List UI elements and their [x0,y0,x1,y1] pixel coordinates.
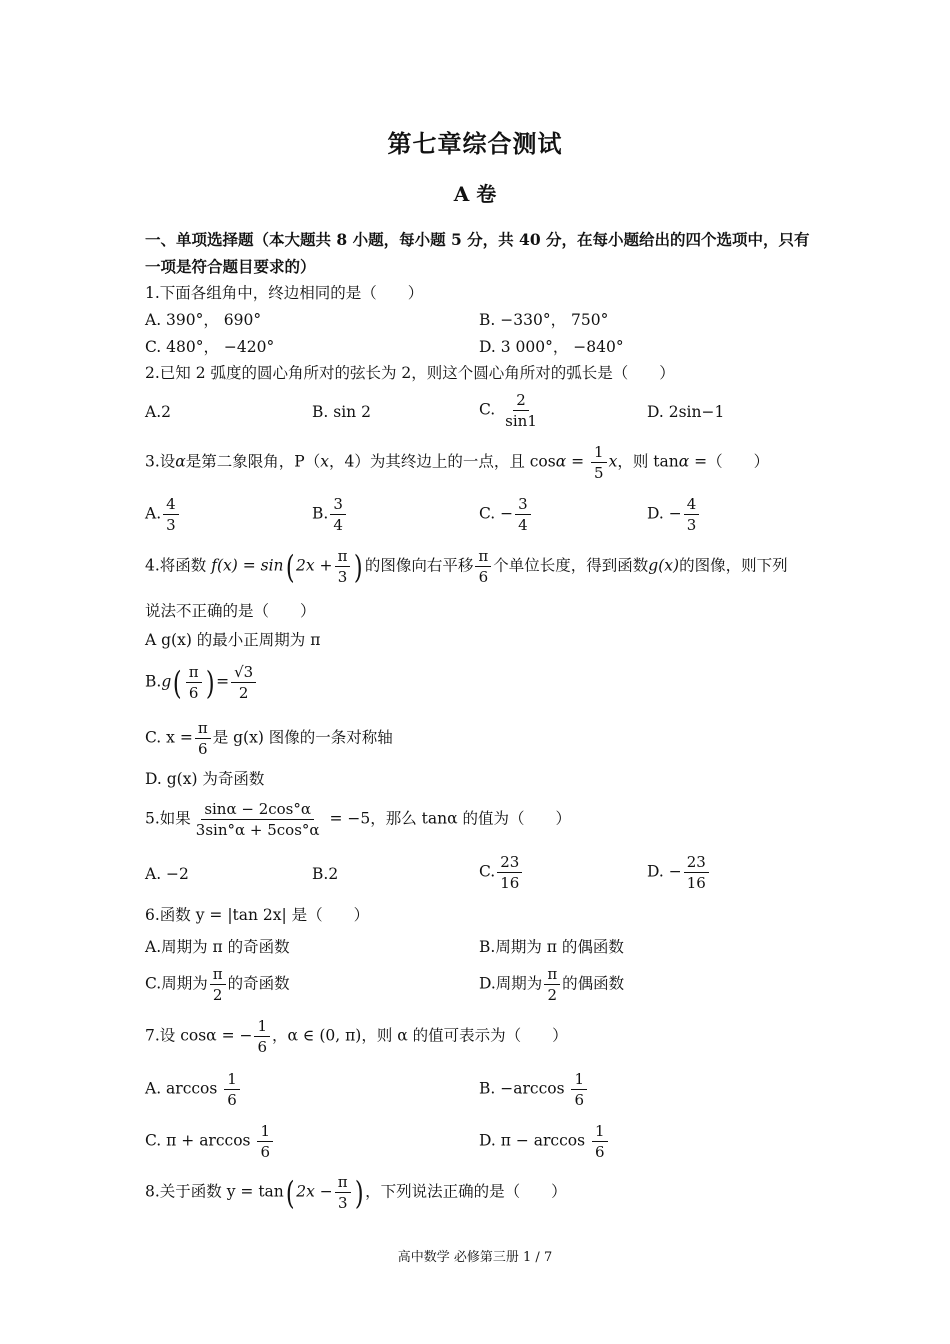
fraction-numerator: 1 [571,1069,587,1090]
option-fraction [195,718,211,759]
fraction-numerator: 23 [497,852,522,873]
q3-option-a [145,494,181,535]
option-fraction [330,494,346,535]
math-expression: 2x − [296,1182,333,1201]
stem-text: ，4）为其终边上的一点，且 cos [328,452,556,471]
stem-text: 7.设 cosα = − [145,1026,253,1045]
fraction-numerator: 2 [513,390,529,411]
paren-open: ( [285,547,295,586]
fraction-numerator: 3 [330,494,346,515]
stem-text: 3.设 [145,452,176,471]
q4-option-a: A g(x) 的最小正周期为 π [145,631,321,649]
q6-option-d [479,964,624,1005]
option-fraction [224,1069,240,1110]
fraction-numerator: 1 [224,1069,240,1090]
fraction-numerator: 1 [592,1121,608,1142]
fraction-numerator: 1 [591,442,607,463]
fraction-denominator: sin1 [505,412,537,430]
stem-fraction [475,546,491,587]
fraction-denominator: 3 [686,516,697,534]
math-function: f(x) = sin [211,556,284,575]
fraction-numerator: 4 [163,494,179,515]
q7-option-b [479,1069,589,1110]
q3-option-c [479,494,533,535]
stem-text: ，α ∈ (0, π)，则 α 的值可表示为（ ） [272,1026,568,1045]
option-fraction [571,1069,587,1110]
stem-fraction [193,799,323,840]
fraction-numerator: π [186,662,202,683]
stem-fraction [335,546,351,587]
option-label: A. [145,504,162,523]
q3-option-b [312,494,348,535]
q6-option-b: B.周期为 π 的偶函数 [479,938,624,956]
fraction-numerator: 3 [515,494,531,515]
fraction-denominator: 16 [500,874,520,892]
q6-option-c [145,964,290,1005]
option-fraction [231,662,256,703]
stem-text: 是第二象限角，P（ [185,452,321,471]
stem-text: = [566,452,590,471]
option-label: D. − [647,862,682,881]
option-text: 的偶函数 [562,974,625,993]
stem-fraction [335,1172,351,1213]
fraction-numerator: π [544,964,560,985]
stem-fraction [254,1016,270,1057]
fraction-denominator: 2 [547,986,558,1004]
stem-text: ，则 tan [617,452,679,471]
question-1-stem: 1.下面各组角中，终边相同的是（ ） [145,284,424,302]
question-6-stem: 6.函数 y = |tan 2x| 是（ ） [145,906,370,924]
stem-text: 4.将函数 [145,556,207,575]
fraction-denominator: 6 [260,1143,270,1161]
question-3-stem [145,442,769,483]
q5-option-b: B.2 [312,865,339,883]
option-label: B. [145,672,162,691]
equals-sign: = [216,672,230,691]
math-alpha: α [175,452,186,471]
fraction-numerator: 1 [254,1016,270,1037]
option-text: 是 g(x) 图像的一条对称轴 [212,728,393,747]
option-label: C. π + arccos [145,1131,251,1150]
fraction-numerator: √3 [231,662,256,683]
q6-option-a: A.周期为 π 的奇函数 [145,938,290,956]
math-function: g [161,672,172,691]
paren-open: ( [285,1173,295,1212]
fraction-denominator: 2 [238,684,249,702]
q7-option-a [145,1069,242,1110]
q1-option-c: C. 480°， −420° [145,338,275,356]
question-5-stem [145,799,571,840]
q5-option-d [647,852,711,893]
option-label: D. π − arccos [479,1131,586,1150]
stem-text: 的图像向右平移 [364,556,474,575]
option-fraction [592,1121,608,1162]
paren-close: ) [354,547,364,586]
option-label: C. [479,862,496,881]
q1-option-b: B. −330°， 750° [479,311,609,329]
fraction-denominator: 6 [257,1038,268,1056]
fraction-denominator: 3 [337,1194,348,1212]
fraction-denominator: 5 [594,464,604,482]
fraction-denominator: 6 [188,684,199,702]
fraction-denominator: 4 [333,516,343,534]
paren-close: ) [354,1173,364,1212]
question-4-stem-line2: 说法不正确的是（ ） [145,602,316,620]
q7-option-c [145,1121,275,1162]
paren-open: ( [173,663,182,702]
option-label: D.周期为 [479,974,543,993]
fraction-denominator: 6 [227,1091,237,1109]
option-fraction [515,494,531,535]
option-fraction [497,852,522,893]
q5-option-c [479,852,524,893]
page-footer: 高中数学 必修第三册 1 / 7 [397,1250,553,1265]
paren-close: ) [205,663,215,702]
math-x: x [320,452,329,471]
option-label: A. arccos [145,1079,218,1098]
q1-option-d: D. 3 000°， −840° [479,338,624,356]
page-subtitle: A 卷 [453,182,497,206]
stem-text: 的图像，则下列 [679,556,788,575]
q3-stem-fraction [591,442,607,483]
fraction-numerator: sinα − 2cos°α [201,799,314,820]
fraction-denominator: 6 [574,1091,585,1109]
question-7-stem [145,1016,568,1057]
fraction-numerator: π [335,546,351,567]
option-label: D. − [647,504,682,523]
option-fraction [257,1121,273,1162]
fraction-denominator: 6 [478,568,489,586]
fraction-denominator: 2 [212,986,223,1004]
fraction-denominator: 16 [686,874,706,892]
fraction-numerator: π [475,546,491,567]
stem-text: = −5，那么 tanα 的值为（ ） [324,809,572,828]
q2-option-a: A.2 [145,403,171,421]
stem-text: 5.如果 [145,809,191,828]
fraction-denominator: 3 [337,568,348,586]
q2-option-c-fraction [502,390,540,431]
math-function: g(x) [648,556,680,575]
stem-text: ，下列说法正确的是（ ） [365,1182,567,1201]
option-fraction [210,964,226,1005]
option-fraction [684,852,709,893]
option-label: C. x = [145,728,193,747]
q2-option-c [479,390,542,431]
stem-text: 个单位长度，得到函数 [493,556,649,575]
fraction-numerator: 1 [257,1121,273,1142]
section-heading: 一、单项选择题（本大题共 8 小题，每小题 5 分，共 40 分，在每小题给出的四个选项中，只有一项是符合题目要求的） [145,230,810,276]
q2-option-b: B. sin 2 [312,403,371,421]
option-label: C.周期为 [145,974,208,993]
fraction-numerator: 4 [684,494,700,515]
fraction-denominator: 6 [595,1143,605,1161]
question-4-stem [145,546,788,587]
option-fraction [163,494,179,535]
option-label: C. − [479,504,514,523]
fraction-numerator: π [335,1172,351,1193]
q3-option-d [647,494,701,535]
math-alpha: α [555,452,567,471]
q4-option-b [145,662,258,703]
q2-option-d: D. 2sin−1 [647,403,725,421]
q7-option-d [479,1121,610,1162]
option-fraction [186,662,202,703]
option-text: 的奇函数 [227,974,290,993]
option-label: B. −arccos [479,1079,565,1098]
fraction-numerator: π [195,718,211,739]
math-expression: 2x + [296,556,333,575]
page-title: 第七章综合测试 [387,129,563,158]
q4-option-c [145,718,393,759]
question-2-stem: 2.已知 2 弧度的圆心角所对的弦长为 2，则这个圆心角所对的弧长是（ ） [145,364,675,382]
fraction-denominator: 3sin°α + 5cos°α [195,821,320,839]
fraction-denominator: 6 [197,740,208,758]
q2-option-c-label: C. [479,400,496,419]
stem-text: 8.关于函数 y = tan [145,1182,284,1201]
option-fraction [544,964,560,1005]
math-alpha: α [678,452,690,471]
q4-option-d: D. g(x) 为奇函数 [145,770,265,788]
q5-option-a: A. −2 [145,865,189,883]
option-fraction [684,494,700,535]
math-x: x [608,452,618,471]
option-label: B. [312,504,329,523]
fraction-denominator: 3 [166,516,176,534]
question-8-stem [145,1172,567,1213]
fraction-numerator: π [210,964,226,985]
q1-option-a: A. 390°， 690° [145,311,262,329]
fraction-numerator: 23 [684,852,709,873]
stem-text: =（ ） [689,452,770,471]
fraction-denominator: 4 [518,516,528,534]
